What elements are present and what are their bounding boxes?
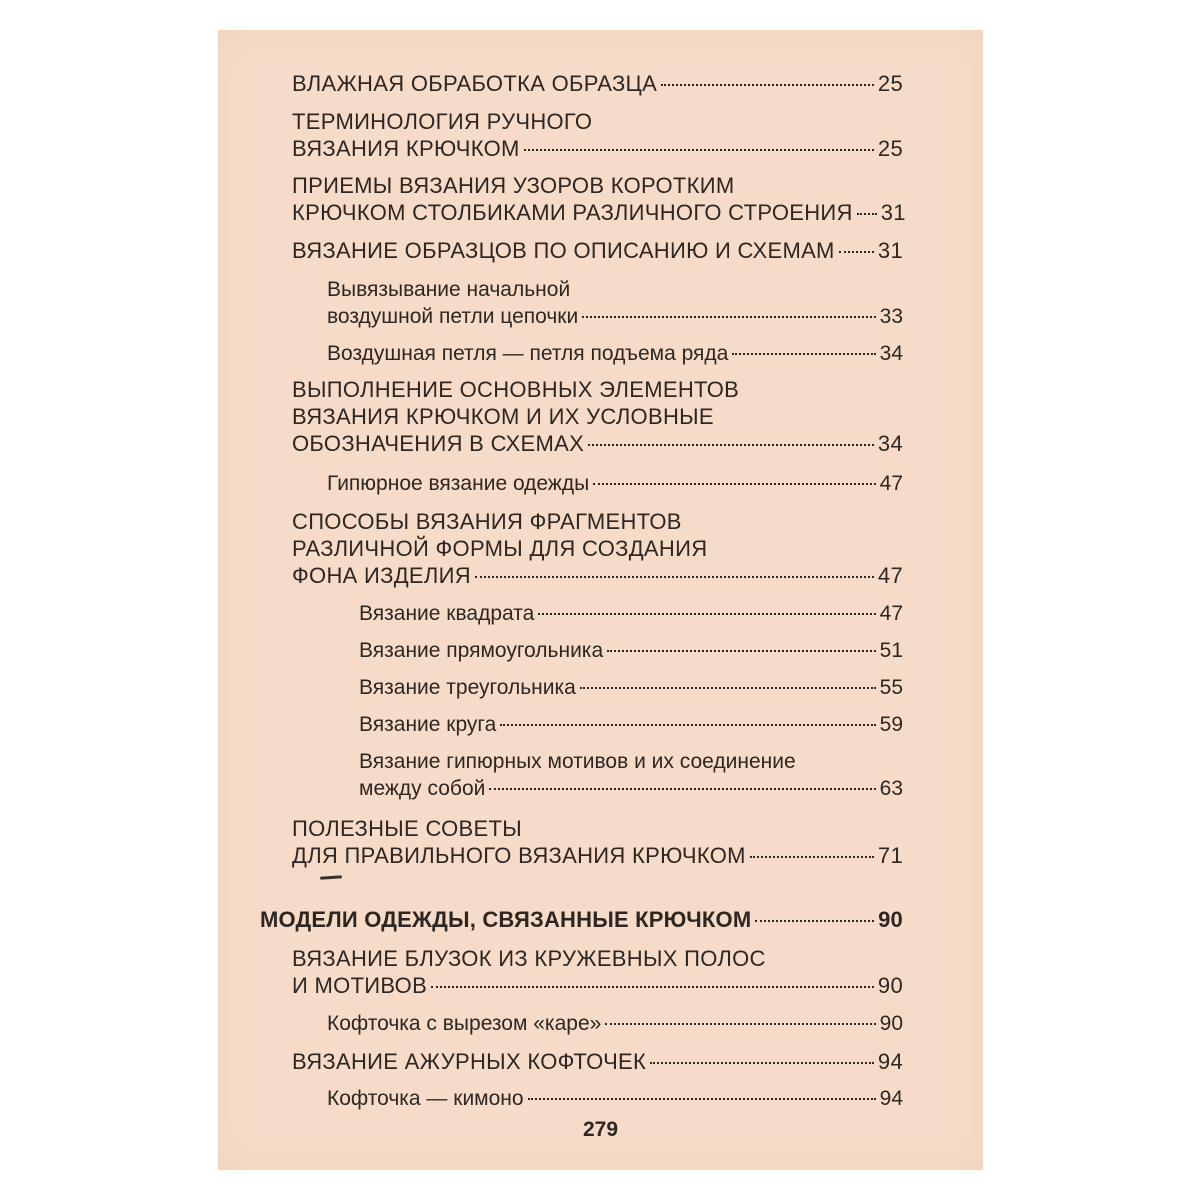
toc-entry-last-line bbox=[359, 775, 903, 802]
toc-entry-page-number: 59 bbox=[879, 713, 903, 736]
dot-leader bbox=[607, 650, 876, 652]
toc-entry-page-number: 47 bbox=[877, 563, 903, 588]
toc-entry[interactable] bbox=[359, 674, 903, 701]
toc-entry-title-line: ФОНА ИЗДЕЛИЯ bbox=[292, 563, 471, 588]
toc-entry-title-line: РАЗЛИЧНОЙ ФОРМЫ ДЛЯ СОЗДАНИЯ bbox=[292, 536, 708, 561]
toc-entry-title-line: Вязание прямоугольника bbox=[359, 639, 604, 662]
toc-entry-title-line: КРЮЧКОМ СТОЛБИКАМИ РАЗЛИЧНОГО СТРОЕНИЯ bbox=[292, 200, 853, 225]
toc-entry-title-line: ВЛАЖНАЯ ОБРАБОТКА ОБРАЗЦА bbox=[292, 71, 658, 96]
toc-entry[interactable] bbox=[292, 70, 903, 97]
dot-leader bbox=[582, 316, 875, 318]
toc-entry-title-line: ВЯЗАНИЕ АЖУРНЫХ КОФТОЧЕК bbox=[292, 1049, 647, 1074]
toc-entry[interactable] bbox=[327, 1085, 903, 1112]
toc-entry-title-line: Вывязывание начальной bbox=[327, 278, 571, 301]
toc-entry-last-line bbox=[327, 1010, 903, 1037]
toc-entry-page-number: 47 bbox=[879, 472, 903, 495]
toc-entry-title-line: ВЯЗАНИЕ ОБРАЗЦОВ ПО ОПИСАНИЮ И СХЕМАМ bbox=[292, 238, 835, 263]
toc-entry-title-line: Вязание круга bbox=[359, 713, 497, 736]
dot-leader bbox=[580, 687, 876, 689]
dot-leader bbox=[750, 856, 874, 858]
toc-entry[interactable] bbox=[359, 637, 903, 664]
toc-entry[interactable] bbox=[327, 470, 903, 497]
toc-entry-last-line bbox=[260, 906, 903, 933]
toc-entry[interactable] bbox=[292, 108, 903, 162]
toc-entry-last-line bbox=[292, 972, 903, 999]
toc-entry[interactable] bbox=[359, 711, 903, 738]
toc-entry[interactable] bbox=[327, 276, 903, 330]
toc-entry-title-line: ПРИЕМЫ ВЯЗАНИЯ УЗОРОВ КОРОТКИМ bbox=[292, 173, 735, 198]
toc-entry-title-line: Вязание треугольника bbox=[359, 676, 576, 699]
toc-entry-title-line: ДЛЯ ПРАВИЛЬНОГО ВЯЗАНИЯ КРЮЧКОМ bbox=[292, 843, 746, 868]
dot-leader bbox=[755, 920, 874, 922]
toc-entry-page-number: 71 bbox=[877, 843, 903, 868]
toc-entry-title-line: ПОЛЕЗНЫЕ СОВЕТЫ bbox=[292, 816, 523, 841]
toc-entry[interactable] bbox=[292, 1048, 903, 1075]
toc-entry-last-line bbox=[292, 430, 903, 457]
dot-leader bbox=[650, 1062, 874, 1064]
toc-entry-page-number: 31 bbox=[877, 238, 903, 263]
toc-entry[interactable] bbox=[292, 172, 906, 226]
dot-leader bbox=[528, 1098, 876, 1100]
toc-entry-title-line: ВЫПОЛНЕНИЕ ОСНОВНЫХ ЭЛЕМЕНТОВ bbox=[292, 377, 740, 402]
toc-entry[interactable] bbox=[327, 340, 903, 367]
toc-entry-title-line: ОБОЗНАЧЕНИЯ В СХЕМАХ bbox=[292, 431, 585, 456]
page-number: 279 bbox=[582, 1118, 619, 1141]
toc-entry-title-line: Вязание квадрата bbox=[359, 602, 535, 625]
toc-entry-last-line bbox=[327, 303, 903, 330]
toc-entry-title-line: между собой bbox=[359, 777, 486, 800]
toc-entry-page-number: 31 bbox=[880, 200, 906, 225]
dot-leader bbox=[588, 444, 874, 446]
toc-entry-title-line: Кофточка — кимоно bbox=[327, 1087, 524, 1110]
toc-entry-last-line bbox=[292, 199, 906, 226]
dot-leader bbox=[593, 483, 875, 485]
toc-entry-page-number: 47 bbox=[879, 602, 903, 625]
toc-entry-title-line: воздушной петли цепочки bbox=[327, 305, 579, 328]
toc-entry[interactable] bbox=[292, 508, 903, 589]
toc-entry-last-line bbox=[292, 562, 903, 589]
toc-entry-title-line: ВЯЗАНИЯ КРЮЧКОМ И ИХ УСЛОВНЫЕ bbox=[292, 404, 714, 429]
toc-entry-title-line: И МОТИВОВ bbox=[292, 973, 428, 998]
toc-entry-last-line bbox=[292, 1048, 903, 1075]
toc-entry[interactable] bbox=[359, 748, 903, 802]
toc-entry[interactable] bbox=[292, 815, 903, 869]
toc-entry-last-line bbox=[292, 842, 903, 869]
toc-entry-page-number: 94 bbox=[879, 1087, 903, 1110]
toc-entry[interactable] bbox=[327, 1010, 903, 1037]
dot-leader bbox=[524, 149, 874, 151]
toc-entry-page-number: 34 bbox=[879, 342, 903, 365]
toc-entry-page-number: 90 bbox=[879, 1012, 903, 1035]
dot-leader bbox=[475, 576, 874, 578]
toc-entry[interactable] bbox=[292, 376, 903, 457]
dot-leader bbox=[839, 251, 874, 253]
dot-leader bbox=[857, 213, 877, 215]
toc-entry-last-line bbox=[359, 637, 903, 664]
toc-entry-page-number: 33 bbox=[879, 305, 903, 328]
toc-entry-last-line bbox=[327, 470, 903, 497]
toc-entry-page-number: 55 bbox=[879, 676, 903, 699]
toc-entry-last-line bbox=[359, 711, 903, 738]
toc-entry-title-line: ТЕРМИНОЛОГИЯ РУЧНОГО bbox=[292, 109, 593, 134]
toc-entry[interactable] bbox=[359, 600, 903, 627]
toc-entry-last-line bbox=[359, 600, 903, 627]
dot-leader bbox=[605, 1023, 875, 1025]
toc-entry-title-line: Вязание гипюрных мотивов и их соединение bbox=[359, 750, 796, 773]
dot-leader bbox=[431, 986, 874, 988]
toc-entry-last-line bbox=[292, 237, 903, 264]
table-of-contents bbox=[218, 30, 983, 1170]
toc-entry-title-line: Воздушная петля — петля подъема ряда bbox=[327, 342, 729, 365]
toc-entry-last-line bbox=[327, 1085, 903, 1112]
toc-entry-last-line bbox=[327, 340, 903, 367]
toc-entry[interactable] bbox=[260, 906, 903, 933]
toc-entry-page-number: 94 bbox=[877, 1049, 903, 1074]
dot-leader bbox=[538, 613, 875, 615]
toc-entry-page-number: 51 bbox=[879, 639, 903, 662]
toc-entry-title-line: ВЯЗАНИЯ КРЮЧКОМ bbox=[292, 136, 520, 161]
toc-entry-title-line: МОДЕЛИ ОДЕЖДЫ, СВЯЗАННЫЕ КРЮЧКОМ bbox=[260, 907, 752, 932]
toc-entry-title-line: Гипюрное вязание одежды bbox=[327, 472, 590, 495]
dot-leader bbox=[661, 84, 874, 86]
toc-entry-last-line bbox=[292, 70, 903, 97]
toc-entry-last-line bbox=[359, 674, 903, 701]
book-page bbox=[218, 30, 983, 1170]
dot-leader bbox=[489, 788, 875, 790]
toc-entry-title-line: Кофточка с вырезом «каре» bbox=[327, 1012, 602, 1035]
dot-leader bbox=[500, 724, 875, 726]
toc-entry[interactable] bbox=[292, 945, 903, 999]
toc-entry-page-number: 25 bbox=[877, 71, 903, 96]
toc-entry-last-line bbox=[292, 135, 903, 162]
toc-entry-page-number: 34 bbox=[877, 431, 903, 456]
toc-entry-page-number: 63 bbox=[879, 777, 903, 800]
toc-entry-title-line: СПОСОБЫ ВЯЗАНИЯ ФРАГМЕНТОВ bbox=[292, 509, 682, 534]
toc-entry[interactable] bbox=[292, 237, 903, 264]
toc-entry-page-number: 25 bbox=[877, 136, 903, 161]
dot-leader bbox=[732, 353, 875, 355]
toc-entry-page-number: 90 bbox=[877, 973, 903, 998]
toc-entry-title-line: ВЯЗАНИЕ БЛУЗОК ИЗ КРУЖЕВНЫХ ПОЛОС bbox=[292, 946, 766, 971]
toc-entry-page-number: 90 bbox=[878, 907, 903, 932]
